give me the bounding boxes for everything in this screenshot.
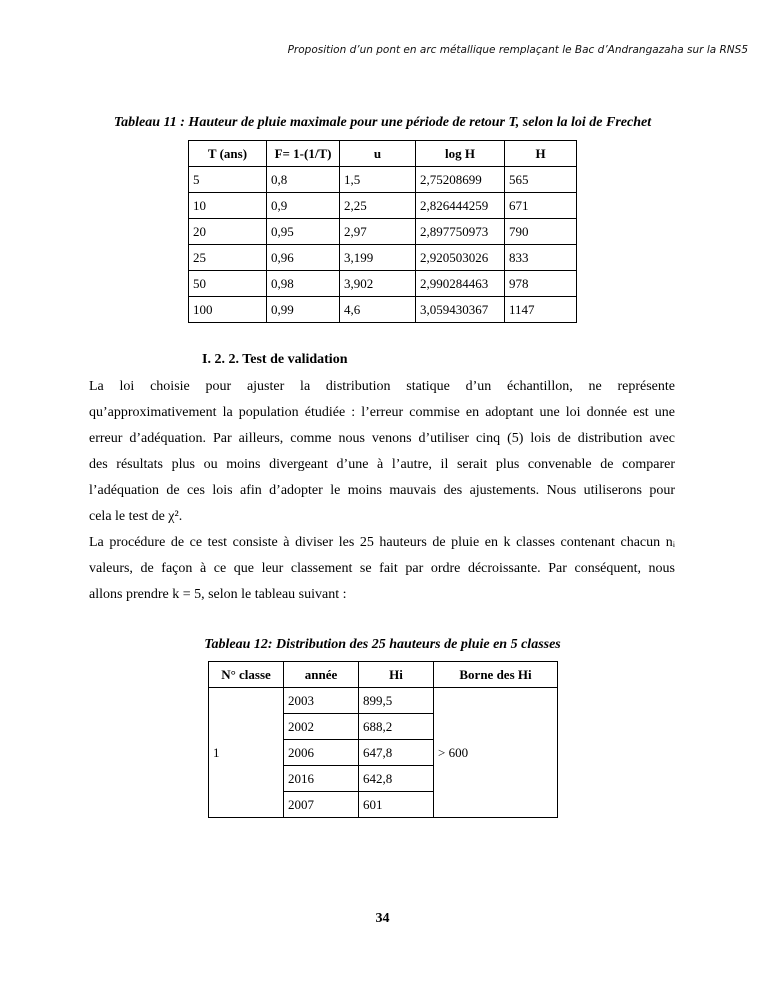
table-cell: 899,5 xyxy=(359,688,434,714)
text-line: La procédure de ce test consiste à diviser les 25 hauteurs de pluie en k classes contenant chacun nᵢ xyxy=(89,535,675,550)
paragraph-procedure xyxy=(89,530,675,608)
table-cell: 0,99 xyxy=(267,297,340,323)
table11-header-row xyxy=(189,141,577,167)
table12 xyxy=(208,661,558,818)
table-cell: 978 xyxy=(505,271,577,297)
table-row xyxy=(189,167,577,193)
table-cell: 4,6 xyxy=(340,297,416,323)
table-cell: 688,2 xyxy=(359,714,434,740)
table-cell: 0,96 xyxy=(267,245,340,271)
table-cell: 0,95 xyxy=(267,219,340,245)
table-cell: 2,920503026 xyxy=(416,245,505,271)
table12-col-header: année xyxy=(284,662,359,688)
table11-col-header: T (ans) xyxy=(189,141,267,167)
table-cell: 2007 xyxy=(284,792,359,818)
table12-col-header: Borne des Hi xyxy=(434,662,558,688)
table-cell: 25 xyxy=(189,245,267,271)
text-line: erreur d’adéquation. Par ailleurs, comme nous venons d’utiliser cinq (5) lois de distribution avec xyxy=(89,431,675,446)
table-row xyxy=(189,297,577,323)
table-cell: 0,8 xyxy=(267,167,340,193)
section-heading: I. 2. 2. Test de validation xyxy=(202,352,348,367)
text-line: valeurs, de façon à ce que leur classement se fait par ordre décroissante. Par conséquent, nous xyxy=(89,561,675,576)
table11 xyxy=(188,140,577,323)
table-cell: 50 xyxy=(189,271,267,297)
table-cell: 2006 xyxy=(284,740,359,766)
table-cell: 10 xyxy=(189,193,267,219)
table-cell: 647,8 xyxy=(359,740,434,766)
table-cell: 20 xyxy=(189,219,267,245)
table-row xyxy=(189,245,577,271)
table-cell: 5 xyxy=(189,167,267,193)
table-row xyxy=(189,271,577,297)
table11-caption: Tableau 11 : Hauteur de pluie maximale pour une période de retour T, selon la loi de Frechet xyxy=(113,115,652,130)
table11-col-header: F= 1-(1/T) xyxy=(267,141,340,167)
bound-cell: > 600 xyxy=(434,688,558,818)
text-line: allons prendre k = 5, selon le tableau suivant : xyxy=(89,587,347,602)
table-cell: 2002 xyxy=(284,714,359,740)
table-cell: 2,990284463 xyxy=(416,271,505,297)
running-header: Proposition d’un pont en arc métallique remplaçant le Bac d’Andrangazaha sur la RNS5 xyxy=(287,44,748,56)
table-cell: 0,9 xyxy=(267,193,340,219)
table-row xyxy=(189,219,577,245)
table-cell: 3,199 xyxy=(340,245,416,271)
table-cell: 671 xyxy=(505,193,577,219)
table-cell: 0,98 xyxy=(267,271,340,297)
table-cell: 833 xyxy=(505,245,577,271)
text-line: cela le test de χ². xyxy=(89,509,183,524)
table11-col-header: u xyxy=(340,141,416,167)
table11-col-header: H xyxy=(505,141,577,167)
table-cell: 3,059430367 xyxy=(416,297,505,323)
table-cell: 3,902 xyxy=(340,271,416,297)
table-row xyxy=(189,193,577,219)
table12-col-header: N° classe xyxy=(209,662,284,688)
table-cell: 1,5 xyxy=(340,167,416,193)
text-line: l’adéquation de ces lois afin d’adopter le moins mauvais des ajustements. Nous utiliserons pour xyxy=(89,483,675,498)
table-cell: 565 xyxy=(505,167,577,193)
table-cell: 2003 xyxy=(284,688,359,714)
table-cell: 601 xyxy=(359,792,434,818)
text-line: des résultats plus ou moins divergeant d’une à l’autre, il serait plus convenable de comparer xyxy=(89,457,675,472)
table11-col-header: log H xyxy=(416,141,505,167)
table-cell: 2016 xyxy=(284,766,359,792)
table-cell: 100 xyxy=(189,297,267,323)
table-cell: 1147 xyxy=(505,297,577,323)
text-line: qu’approximativement la population étudiée : l’erreur commise en adoptant une loi donnée est une xyxy=(89,405,675,420)
text-line: La loi choisie pour ajuster la distribution statique d’un échantillon, ne représente xyxy=(89,379,675,394)
table-cell: 642,8 xyxy=(359,766,434,792)
table-cell: 2,826444259 xyxy=(416,193,505,219)
class-number-cell: 1 xyxy=(209,688,284,818)
table12-col-header: Hi xyxy=(359,662,434,688)
table12-caption: Tableau 12: Distribution des 25 hauteurs de pluie en 5 classes xyxy=(204,637,561,652)
table-cell: 2,25 xyxy=(340,193,416,219)
table-cell: 2,75208699 xyxy=(416,167,505,193)
table-cell: 2,897750973 xyxy=(416,219,505,245)
table-cell: 2,97 xyxy=(340,219,416,245)
table12-header-row xyxy=(209,662,558,688)
paragraph-validation xyxy=(89,374,675,530)
table-row xyxy=(209,688,558,714)
page-number: 34 xyxy=(375,911,390,926)
table-cell: 790 xyxy=(505,219,577,245)
